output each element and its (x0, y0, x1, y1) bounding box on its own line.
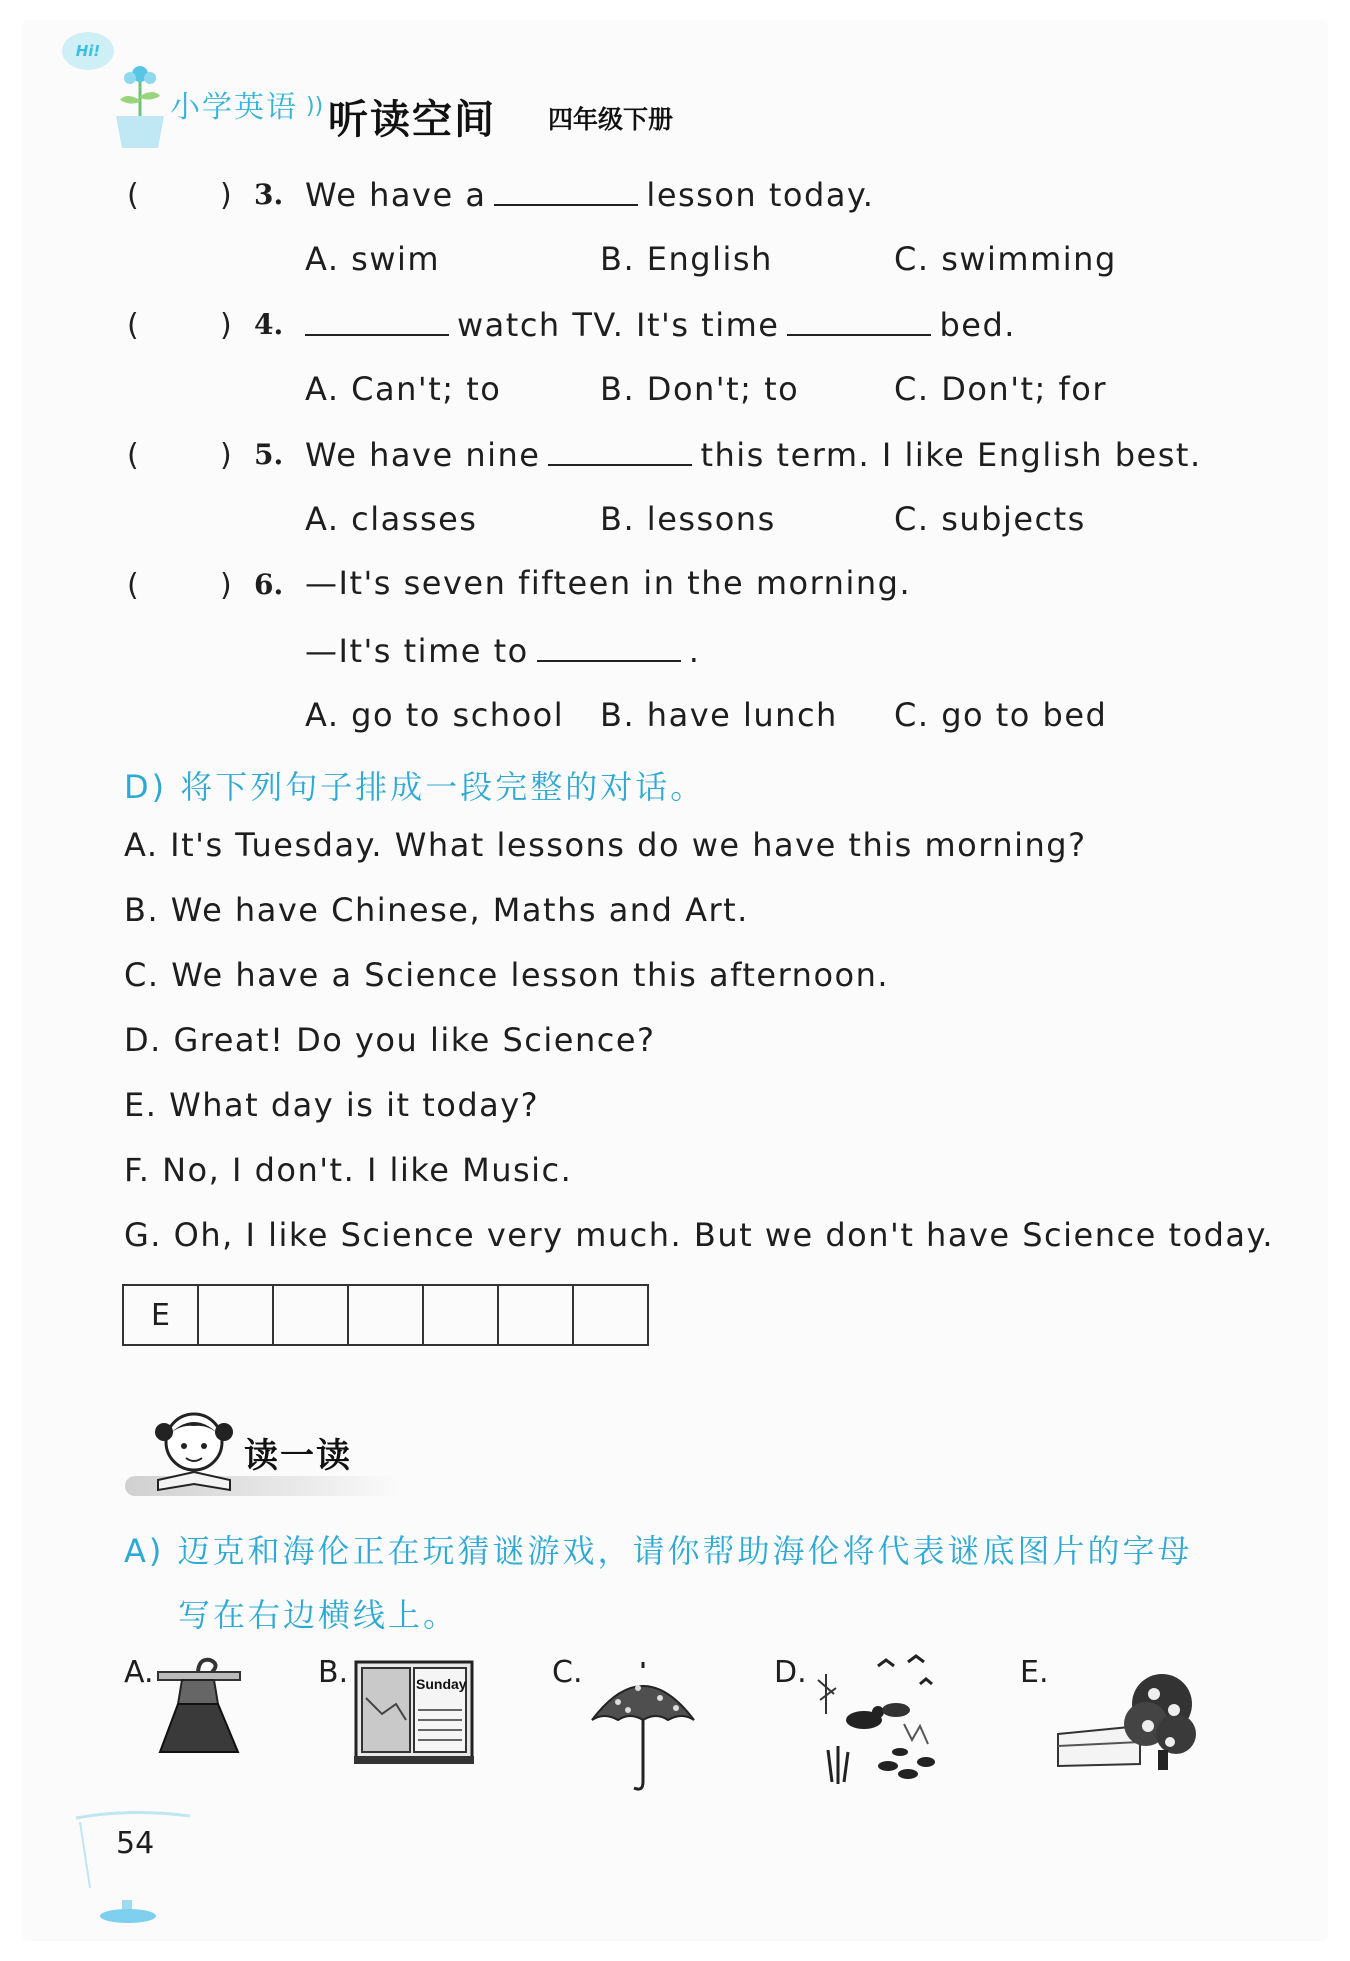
picture-label-b: B. (318, 1655, 349, 1690)
picture-label-d: D. (774, 1655, 807, 1690)
tree-icon (1050, 1654, 1196, 1774)
option-b: B. Don't; to (600, 370, 800, 408)
answer-blank[interactable] (494, 174, 638, 206)
answer-cell[interactable] (273, 1285, 348, 1345)
section-d-title: D) 将下列句子排成一段完整的对话。 (124, 768, 706, 806)
girl-reading-icon (150, 1402, 240, 1494)
dialogue-line: —It's seven fifteen in the morning. (305, 564, 912, 602)
answer-blank[interactable] (548, 434, 692, 466)
pond-scene-icon (808, 1654, 948, 1794)
answer-blank[interactable] (787, 304, 931, 336)
calendar-caption: Sunday (416, 1676, 467, 1692)
option-a: A. go to school (305, 696, 565, 734)
question-number: 3. (254, 178, 284, 211)
sentence-b: B. We have Chinese, Maths and Art. (124, 891, 749, 929)
answer-order-table (122, 1284, 649, 1346)
answer-blank[interactable] (305, 304, 449, 336)
page-number: 54 (116, 1826, 155, 1861)
read-section-title: 读一读 (244, 1436, 352, 1476)
answer-cell[interactable] (348, 1285, 423, 1345)
option-a: A. Can't; to (305, 370, 502, 408)
answer-cell[interactable] (423, 1285, 498, 1345)
answer-cell[interactable] (498, 1285, 573, 1345)
option-c: C. subjects (894, 500, 1086, 538)
instruction-line-1: A) 迈克和海伦正在玩猜谜游戏，请你帮助海伦将代表谜底图片的字母 (124, 1532, 1193, 1570)
option-b: B. lessons (600, 500, 776, 538)
flower-pot-icon (104, 60, 174, 150)
option-c: C. go to bed (894, 696, 1108, 734)
sound-wave-icon: )) (306, 94, 324, 119)
hi-badge: Hi! (62, 32, 114, 70)
answer-cell[interactable] (198, 1285, 273, 1345)
sentence-g: G. Oh, I like Science very much. But we don't have Science today. (124, 1216, 1275, 1254)
picture-label-e: E. (1020, 1655, 1049, 1690)
option-c: C. Don't; for (894, 370, 1107, 408)
picture-label-c: C. (552, 1655, 583, 1690)
question-number: 5. (254, 438, 284, 471)
answer-cell: E (123, 1285, 198, 1345)
picture-label-a: A. (124, 1655, 154, 1690)
sentence-f: F. No, I don't. I like Music. (124, 1151, 573, 1189)
question-number: 4. (254, 308, 284, 341)
option-a: A. classes (305, 500, 478, 538)
option-b: B. have lunch (600, 696, 838, 734)
option-a: A. swim (305, 240, 441, 278)
question-number: 6. (254, 568, 284, 601)
umbrella-icon (588, 1658, 698, 1798)
brand-title: 听读空间 (328, 97, 496, 143)
brand-subtitle: 小学英语 (170, 90, 298, 125)
sentence-c: C. We have a Science lesson this afternoon. (124, 956, 890, 994)
sentence-e: E. What day is it today? (124, 1086, 540, 1124)
answer-blank[interactable] (537, 630, 681, 662)
instruction-line-2: 写在右边横线上。 (178, 1596, 459, 1634)
hanger-skirt-icon (154, 1652, 244, 1762)
answer-cell[interactable] (573, 1285, 648, 1345)
grade-label: 四年级下册 (548, 105, 674, 134)
option-c: C. swimming (894, 240, 1117, 278)
sentence-d: D. Great! Do you like Science? (124, 1021, 656, 1059)
sentence-a: A. It's Tuesday. What lessons do we have this morning? (124, 826, 1087, 864)
option-b: B. English (600, 240, 773, 278)
calendar-icon (352, 1658, 476, 1766)
